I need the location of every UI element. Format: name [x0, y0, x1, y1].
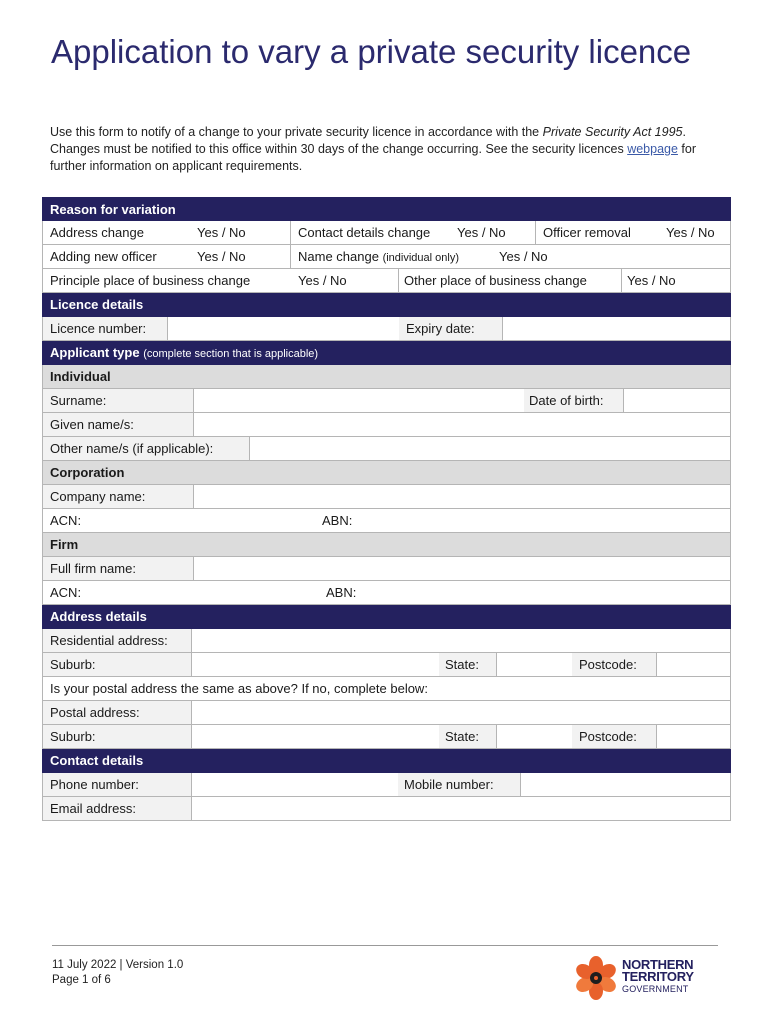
postal-postcode-label: Postcode: — [579, 729, 637, 744]
reason-row-3 — [42, 269, 731, 293]
other-change-label: Other place of business change — [404, 273, 587, 288]
adding-officer-yes-no[interactable]: Yes / No — [197, 249, 246, 264]
email-label: Email address: — [50, 801, 136, 816]
residential-state-input[interactable] — [496, 653, 572, 676]
postal-question: Is your postal address the same as above? If no, complete below: — [50, 681, 428, 696]
mobile-input[interactable] — [520, 773, 730, 796]
given-names-row — [42, 413, 731, 437]
surname-row — [42, 389, 731, 413]
postal-suburb-row — [42, 725, 731, 749]
footer-divider — [52, 945, 718, 946]
webpage-link[interactable]: webpage — [627, 142, 678, 156]
contact-change-label: Contact details change — [298, 225, 431, 240]
other-names-input[interactable] — [249, 437, 730, 460]
corporation-acn-abn-row[interactable] — [42, 509, 731, 533]
phone-row — [42, 773, 731, 797]
licence-row — [42, 317, 731, 341]
residential-suburb-label: Suburb: — [50, 657, 96, 672]
given-names-input[interactable] — [193, 413, 730, 436]
reason-row-1 — [42, 221, 731, 245]
company-name-row — [42, 485, 731, 509]
dob-label: Date of birth: — [529, 393, 604, 408]
intro-text: Use this form to notify of a change to your private security licence in accordance with the Private Security Act 1995. Changes must be notified to this office within 30 days of the change occurring. See the security licences webpage for further information on applicant requirements. — [50, 125, 696, 173]
residential-suburb-input[interactable] — [191, 653, 439, 676]
postal-state-label: State: — [445, 729, 479, 744]
given-names-label: Given name/s: — [50, 417, 134, 432]
postal-state-input[interactable] — [496, 725, 572, 748]
other-names-row — [42, 437, 731, 461]
subheader-corporation: Corporation — [42, 461, 731, 485]
mobile-label: Mobile number: — [404, 777, 494, 792]
application-form — [42, 197, 731, 821]
phone-input[interactable] — [191, 773, 398, 796]
postal-address-row — [42, 701, 731, 725]
section-header-applicant: Applicant type (complete section that is applicable) — [42, 341, 731, 365]
expiry-date-input[interactable] — [502, 317, 730, 340]
postal-postcode-input[interactable] — [656, 725, 730, 748]
corporation-abn-label: ABN: — [322, 513, 353, 528]
firm-name-input[interactable] — [193, 557, 730, 580]
footer — [52, 958, 183, 988]
name-change-label: Name change (individual only) — [298, 249, 460, 264]
residential-postcode-input[interactable] — [656, 653, 730, 676]
postal-question-row — [42, 677, 731, 701]
page-title: Application to vary a private security licence — [51, 33, 692, 70]
firm-acn-label: ACN: — [50, 585, 82, 600]
subheader-firm: Firm — [42, 533, 731, 557]
postal-address-label: Postal address: — [50, 705, 140, 720]
footer-date-version: 11 July 2022 | Version 1.0 — [52, 959, 184, 971]
principal-change-label: Principle place of business change — [50, 273, 251, 288]
officer-removal-label: Officer removal — [543, 225, 631, 240]
reason-row-2 — [42, 245, 731, 269]
email-input[interactable] — [191, 797, 730, 820]
residential-address-input[interactable] — [191, 629, 730, 652]
contact-change-yes-no[interactable]: Yes / No — [457, 225, 506, 240]
flower-icon — [572, 955, 620, 1001]
firm-name-row — [42, 557, 731, 581]
firm-acn-abn-row[interactable] — [42, 581, 731, 605]
postal-suburb-input[interactable] — [191, 725, 439, 748]
firm-abn-label: ABN: — [326, 585, 357, 600]
corporation-acn-label: ACN: — [50, 513, 82, 528]
residential-address-label: Residential address: — [50, 633, 168, 648]
adding-officer-label: Adding new officer — [50, 249, 157, 264]
surname-label: Surname: — [50, 393, 107, 408]
residential-suburb-row — [42, 653, 731, 677]
licence-number-label: Licence number: — [50, 321, 147, 336]
act-name: Private Security Act 1995 — [542, 125, 683, 139]
name-change-yes-no[interactable]: Yes / No — [499, 249, 548, 264]
officer-removal-yes-no[interactable]: Yes / No — [666, 225, 715, 240]
subheader-individual: Individual — [42, 365, 731, 389]
licence-number-input[interactable] — [167, 317, 399, 340]
company-name-label: Company name: — [50, 489, 146, 504]
section-header-address: Address details — [42, 605, 731, 629]
nt-government-logo — [572, 955, 712, 1001]
address-change-label: Address change — [50, 225, 144, 240]
residential-postcode-label: Postcode: — [579, 657, 637, 672]
firm-name-label: Full firm name: — [50, 561, 136, 576]
residential-address-row — [42, 629, 731, 653]
postal-address-input[interactable] — [191, 701, 730, 724]
footer-page-number: Page 1 of 6 — [52, 974, 111, 986]
dob-input[interactable] — [623, 389, 730, 412]
email-row — [42, 797, 731, 821]
address-change-yes-no[interactable]: Yes / No — [197, 225, 246, 240]
section-header-licence: Licence details — [42, 293, 731, 317]
residential-state-label: State: — [445, 657, 479, 672]
company-name-input[interactable] — [193, 485, 730, 508]
section-header-reason: Reason for variation — [42, 197, 731, 221]
logo-line-1: NORTHERN — [622, 957, 694, 972]
other-names-label: Other name/s (if applicable): — [50, 441, 214, 456]
logo-line-3: GOVERNMENT — [622, 984, 689, 994]
other-change-yes-no[interactable]: Yes / No — [627, 273, 676, 288]
expiry-date-label: Expiry date: — [406, 321, 475, 336]
surname-input[interactable] — [193, 389, 524, 412]
logo-line-2: TERRITORY — [622, 969, 694, 984]
phone-label: Phone number: — [50, 777, 139, 792]
postal-suburb-label: Suburb: — [50, 729, 96, 744]
principal-change-yes-no[interactable]: Yes / No — [298, 273, 347, 288]
section-header-contact: Contact details — [42, 749, 731, 773]
